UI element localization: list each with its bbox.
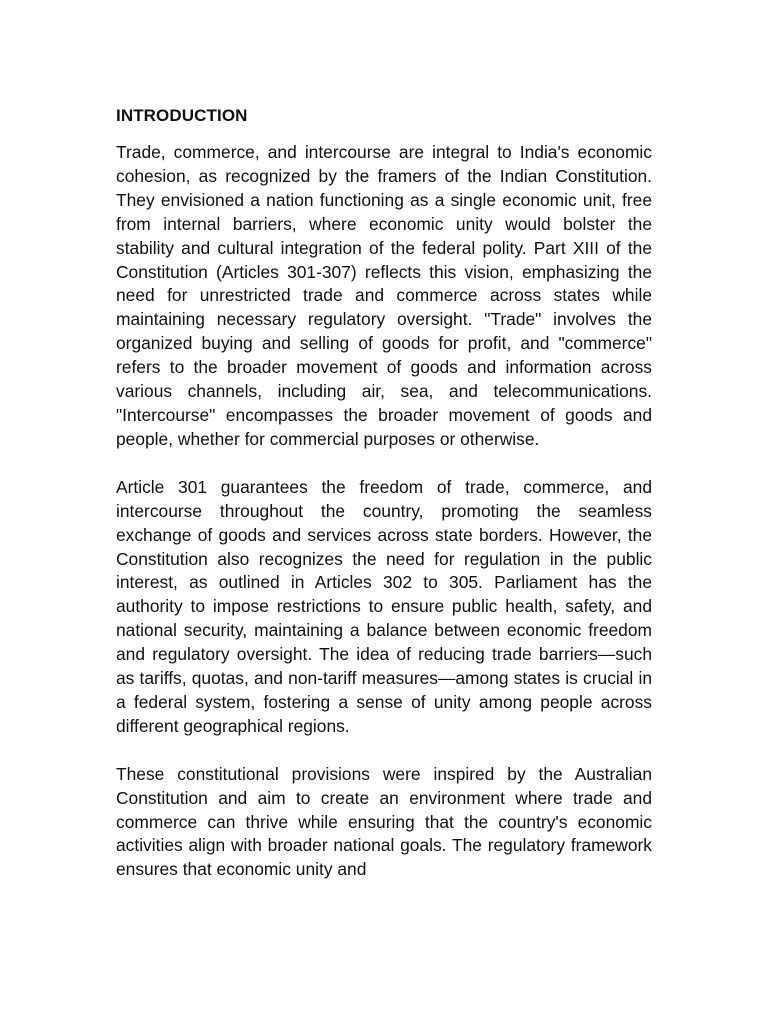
document-page bbox=[116, 104, 652, 906]
paragraph-3: These constitutional provisions were inspired by the Australian Constitution and aim to create an environment where trade and commerce can thrive while ensuring that the country's economic activities align with broader national goals. The regulatory framework ensures that economic unity and bbox=[116, 763, 652, 880]
paragraph-2: Article 301 guarantees the freedom of trade, commerce, and intercourse throughout the country, promoting the seamless exchange of goods and services across state borders. However, the Constitution also recognizes the need for regulation in the public interest, as outlined in Articles 302 to 305. Parliament has the authority to impose restrictions to ensure public health, safety, and national security, maintaining a balance between economic freedom and regulatory oversight. The idea of reducing trade barriers—such as tariffs, quotas, and non-tariff measures—among states is crucial in a federal system, fostering a sense of unity among people across different geographical regions. bbox=[116, 476, 652, 736]
section-heading: INTRODUCTION bbox=[116, 106, 248, 125]
paragraph-1: Trade, commerce, and intercourse are integral to India's economic cohesion, as recognized by the framers of the Indian Constitution. They envisioned a nation functioning as a single economic unit, free from internal barriers, where economic unity would bolster the stability and cultural integration of the federal polity. Part XIII of the Constitution (Articles 301-307) reflects this vision, emphasizing the need for unrestricted trade and commerce across states while maintaining necessary regulatory oversight. "Trade" involves the organized buying and selling of goods for profit, and "commerce" refers to the broader movement of goods and information across various channels, including air, sea, and telecommunications. "Intercourse" encompasses the broader movement of goods and people, whether for commercial purposes or otherwise. bbox=[116, 142, 652, 449]
